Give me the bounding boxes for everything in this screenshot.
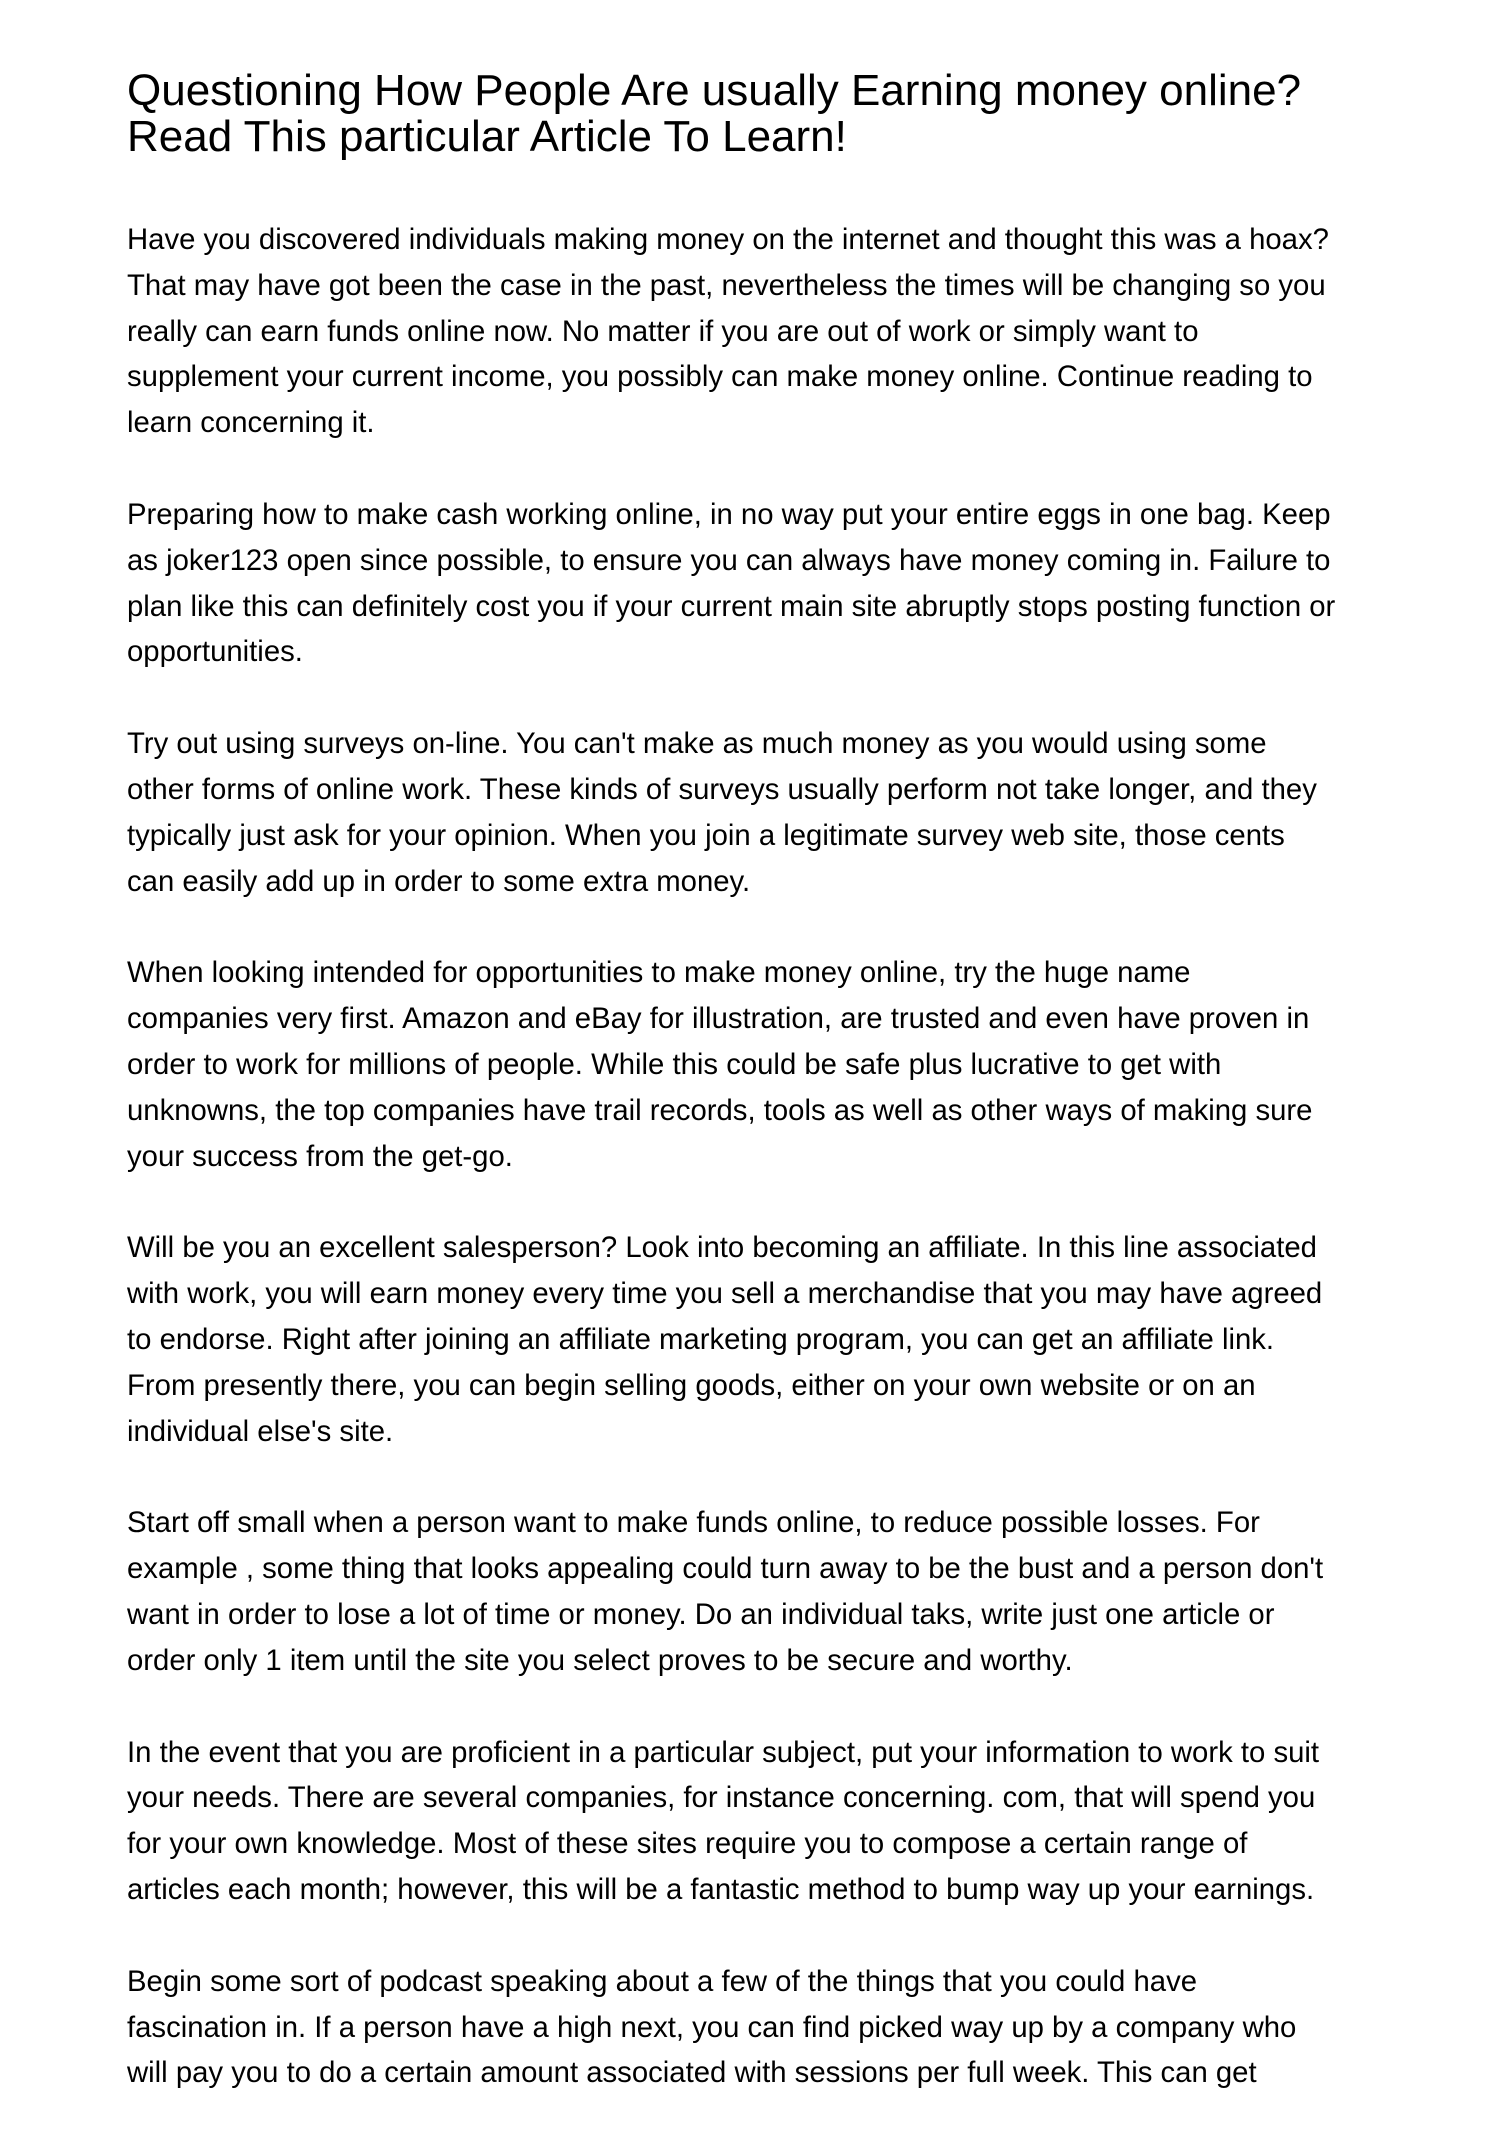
- text-line: From presently there, you can begin selling goods, either on your own website or on an: [127, 1368, 1256, 1402]
- text-line: to endorse. Right after joining an affiliate marketing program, you can get an affiliate link.: [127, 1322, 1275, 1356]
- paragraph-5: [127, 1225, 1397, 1454]
- text-line: Preparing how to make cash working online, in no way put your entire eggs in one bag. Keep: [127, 497, 1331, 531]
- paragraph-1: [127, 217, 1397, 446]
- text-line: example , some thing that looks appealing could turn away to be the bust and a person don't: [127, 1552, 1324, 1586]
- paragraph-2: [127, 492, 1397, 675]
- document-body: [127, 217, 1397, 2096]
- text-line: for your own knowledge. Most of these sites require you to compose a certain range of: [127, 1827, 1248, 1861]
- text-line: In the event that you are proficient in a particular subject, put your information to work to suit: [127, 1735, 1320, 1769]
- text-line: opportunities.: [127, 635, 303, 669]
- text-line: companies very first. Amazon and eBay for illustration, are trusted and even have proven in: [127, 1002, 1310, 1036]
- text-line: can easily add up in order to some extra money.: [127, 864, 751, 898]
- text-line: other forms of online work. These kinds of surveys usually perform not take longer, and they: [127, 772, 1317, 806]
- title-line: Questioning How People Are usually Earning money online?: [127, 66, 1302, 115]
- text-line: Have you discovered individuals making money on the internet and thought this was a hoax?: [127, 223, 1329, 256]
- text-line: learn concerning it.: [127, 406, 375, 440]
- text-line: That may have got been the case in the past, nevertheless the times will be changing so you: [127, 268, 1326, 302]
- text-line: order to work for millions of people. While this could be safe plus lucrative to get with: [127, 1047, 1222, 1081]
- text-line: as joker123 open since possible, to ensure you can always have money coming in. Failure to: [127, 543, 1331, 577]
- document-page: [127, 68, 1397, 2142]
- title-line: Read This particular Article To Learn!: [127, 112, 847, 161]
- text-line: your needs. There are several companies, for instance concerning. com, that will spend you: [127, 1781, 1316, 1815]
- text-line: will pay you to do a certain amount associated with sessions per full week. This can get: [127, 2056, 1257, 2090]
- paragraph-7: [127, 1730, 1397, 1913]
- text-line: When looking intended for opportunities to make money online, try the huge name: [127, 956, 1191, 990]
- paragraph-6: [127, 1500, 1397, 1683]
- text-line: individual else's site.: [127, 1414, 394, 1448]
- text-line: plan like this can definitely cost you if your current main site abruptly stops posting function or: [127, 589, 1336, 623]
- text-line: fascination in. If a person have a high next, you can find picked way up by a company who: [127, 2010, 1297, 2044]
- text-line: want in order to lose a lot of time or money. Do an individual taks, write just one article or: [127, 1597, 1275, 1631]
- text-line: order only 1 item until the site you select proves to be secure and worthy.: [127, 1643, 1073, 1677]
- text-line: supplement your current income, you possibly can make money online. Continue reading to: [127, 360, 1313, 394]
- paragraph-8: [127, 1959, 1397, 2096]
- text-line: articles each month; however, this will be a fantastic method to bump way up your earnings.: [127, 1872, 1315, 1906]
- text-line: Start off small when a person want to make funds online, to reduce possible losses. For: [127, 1506, 1260, 1540]
- text-line: unknowns, the top companies have trail records, tools as well as other ways of making sure: [127, 1093, 1313, 1127]
- paragraph-3: [127, 721, 1397, 904]
- paragraph-4: [127, 950, 1397, 1179]
- text-line: your success from the get-go.: [127, 1139, 513, 1173]
- text-line: really can earn funds online now. No matter if you are out of work or simply want to: [127, 314, 1199, 348]
- text-line: Try out using surveys on-line. You can't make as much money as you would using some: [127, 727, 1267, 761]
- document-title: [127, 68, 1397, 160]
- text-line: with work, you will earn money every time you sell a merchandise that you may have agreed: [127, 1277, 1323, 1311]
- text-line: Will be you an excellent salesperson? Look into becoming an affiliate. In this line associated: [127, 1231, 1317, 1265]
- text-line: Begin some sort of podcast speaking about a few of the things that you could have: [127, 1964, 1198, 1998]
- text-line: typically just ask for your opinion. When you join a legitimate survey web site, those cents: [127, 818, 1285, 852]
